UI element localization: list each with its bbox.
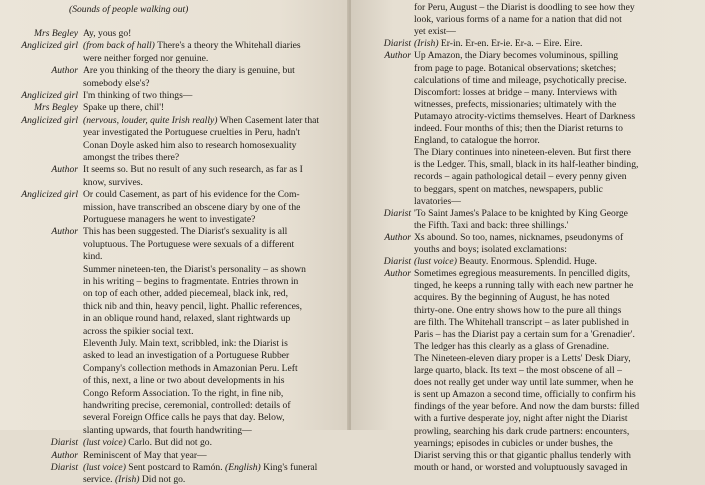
text-line: the Fifth. Taxi and back: three shillings.' [414,219,569,231]
text-line: know, survives. [83,176,143,188]
speaker-label: Anglicized girl [21,114,78,126]
text-line: of this, next, a line or two about developments in his [83,375,285,387]
text-line: several Foreign Office calls he pays that day. Below, [83,412,285,424]
stage-direction: (lust voice) [83,462,126,473]
left-page [0,0,349,485]
speaker-label: Anglicized girl [21,90,78,101]
text-line: (lust voice) Carlo. But did not go. [83,437,212,449]
stage-direction: (English) [225,462,261,473]
text-line: Discomfort: losses at bridge – many. Interviews with [414,86,617,98]
speaker-label: Diarist [383,38,411,50]
text-line: Are you thinking of the theory the diary is genuine, but [83,65,295,77]
text-line: (lust voice) Sent postcard to Ramón. (English) King's funeral [83,462,318,473]
text-line: Sometimes egregious measurements. In pencilled digits, [414,268,631,280]
text-line: indeed. Four months of this; then the Diarist returns to [414,123,623,134]
speaker-label: Author [384,50,411,62]
text-line: voluptuous. The Portuguese were sexuals of a different [83,238,295,250]
text-line: tinged, he keeps a running tally with each new partner he [414,280,634,292]
text-line: in an oblique round hand, relaxed, slant rightwards up [83,313,291,325]
stage-direction: (lust voice) [414,256,457,268]
text-line: (from back of hall) There's a theory the Whitehall diaries [83,40,301,52]
text-line: Summer nineteen-ten, the Diarist's personality – as shown [83,263,306,275]
text-line: somebody else's? [83,77,150,89]
stage-direction: (Irish) [414,38,439,50]
text-line: is sent up Amazon a second time, officially to confirm his [414,389,636,401]
text-line: England, to catalogue the horror. [414,135,540,147]
text-line: The Nineteen-eleven diary proper is a Letts' Desk Diary, [414,352,631,364]
speaker-label: Diarist [383,256,411,268]
speaker-label: Diarist [383,207,411,219]
text-line: witnesses, prefects, missionaries; ultimately with the [414,98,617,110]
text-line: Xs abound. So too, names, nicknames, pseudonyms of [414,231,624,243]
text-line: is the Ledger. This, small, black in its half-leather binding, [414,159,639,171]
text-line: (Irish) Er-in. Er-en. Er-ie. Er-a. – Eire. Eire. [414,38,583,50]
speaker-label: Author [51,226,78,238]
text-line: thick nib and thin, heavy pencil, light. Phallic references, [83,300,302,312]
text-line: Portuguese managers he went to investigate? [83,214,256,225]
text-line: Congo Reform Association. To the right, in fine nib, [83,387,284,399]
text-line: I'm thinking of two things— [83,90,193,101]
speaker-label: Diarist [50,437,78,449]
text-line: Up Amazon, the Diary becomes voluminous, spilling [414,50,619,62]
text-line: Reminiscent of May that year— [83,449,207,461]
text-line: The ledger has this clearly as a glass of Grenadine. [414,340,609,352]
text-line: youths and boys; isolated exclamations: [414,244,567,255]
text-line: (lust voice) Beauty. Enormous. Splendid. Huge. [414,256,597,268]
text-line: Conan Doyle asked him also to research homosexuality [83,139,297,151]
text-line: mission, have transcribed an obscene diary by one of the [83,201,301,213]
speaker-label: Author [384,231,411,243]
text-line: Diarist serving this or that gigantic phallus tenderly with [414,449,631,461]
text-line: on top of each other, added piecemeal, black ink, red, [83,288,288,300]
text-line: across the spikier social text. [83,325,194,337]
text-line: 'To Saint James's Palace to be knighted by King George [414,207,628,219]
page-heading: (Sounds of people walking out) [69,4,189,15]
text-line: Or could Casement, as part of his evidence for the Com- [83,189,300,201]
text-line: amongst the tribes there? [83,152,180,163]
speaker-label: Author [51,65,78,77]
text-line: thirty-one. One entry shows how to the pure all things [414,304,622,316]
text-line: year investigated the Portuguese cruelties in Peru, hadn't [83,127,300,139]
text-line: findings of the year before. And now the dam bursts: filled [414,401,640,413]
speaker-label: Mrs Begley [34,28,78,39]
text-line: were neither forged nor genuine. [83,52,209,64]
text-line: The Diary continues into nineteen-eleven. But first there [414,147,631,159]
stage-direction: (Irish) [114,474,140,485]
text-line: Putamayo atrocity-victims themselves. Heart of Darkness [414,110,636,122]
text-line: in his writing – begins to fragmentate. Entries thrown in [83,276,299,287]
text-line: kind. [83,251,103,263]
stage-direction: (lust voice) [83,437,126,449]
text-line: mouth or hand, or worsted and voluptuously savaged in [414,461,628,473]
speaker-label: Author [384,268,411,280]
stage-direction: (from back of hall) [83,40,155,52]
text-line: with a furtive desperate joy, night after night the Diarist [414,413,628,425]
speaker-label: Diarist [50,462,78,473]
text-line: Eleventh July. Main text, scribbled, ink: the Diarist is [83,338,288,349]
speaker-label: Mrs Begley [34,102,78,114]
text-line: prowling, searching his dark crude partners: encounters, [414,425,630,437]
right-page [351,0,705,473]
speaker-label: Author [51,449,78,461]
text-line: records – again pathological detail – every penny given [414,171,627,183]
speaker-label: Author [51,164,78,176]
text-line: calculations of time and mileage, psychotically precise. [414,74,627,86]
text-line: slanting upwards, that fourth handwriting— [83,424,252,436]
text-line: handwriting precise, ceremonial, controlled: details of [83,400,291,411]
text-line: yet exist— [414,26,456,38]
text-line: are filth. The Whitehall transcript – as later published in [414,316,629,328]
text-line: (nervous, louder, quite Irish really) When Casement later that [83,114,320,126]
text-line: large quarto, black. Its text – the most obscene of all – [414,365,622,376]
text-line: look, various forms of a name for a nation that did not [414,14,622,26]
text-line: does not really get under way until late summer, when he [414,377,634,389]
speaker-label: Anglicized girl [21,40,78,52]
stage-direction: (nervous, louder, quite Irish really) [83,114,218,126]
text-line: This has been suggested. The Diarist's sexuality is all [83,226,288,238]
text-line: It seems so. But no result of any such research, as far as I [83,164,303,176]
text-line: Company's collection methods in Amazonian Peru. Left [83,362,298,374]
text-line: lavatories— [414,195,461,207]
text-line: Spake up there, chil'! [83,102,165,114]
text-line: acquires. By the beginning of August, he has noted [414,292,610,304]
text-line: to beggars, spent on matches, newspapers, public [414,183,603,195]
text-line: service. (Irish) Did not go. [83,474,186,485]
text-line: for Peru, August – the Diarist is doodling to see how they [414,2,635,13]
text-line: from page to page. Botanical observations; sketches; [414,62,617,74]
text-line: asked to lead an investigation of a Portuguese Rubber [83,350,290,362]
text-line: Ay, yous go! [83,28,132,39]
text-line: Paris – has the Diarist pay a certain sum for a 'Grenadier'. [414,328,635,340]
text-line: yearnings; episodes in cubicles or under bushes, the [414,437,613,449]
speaker-label: Anglicized girl [21,189,78,201]
